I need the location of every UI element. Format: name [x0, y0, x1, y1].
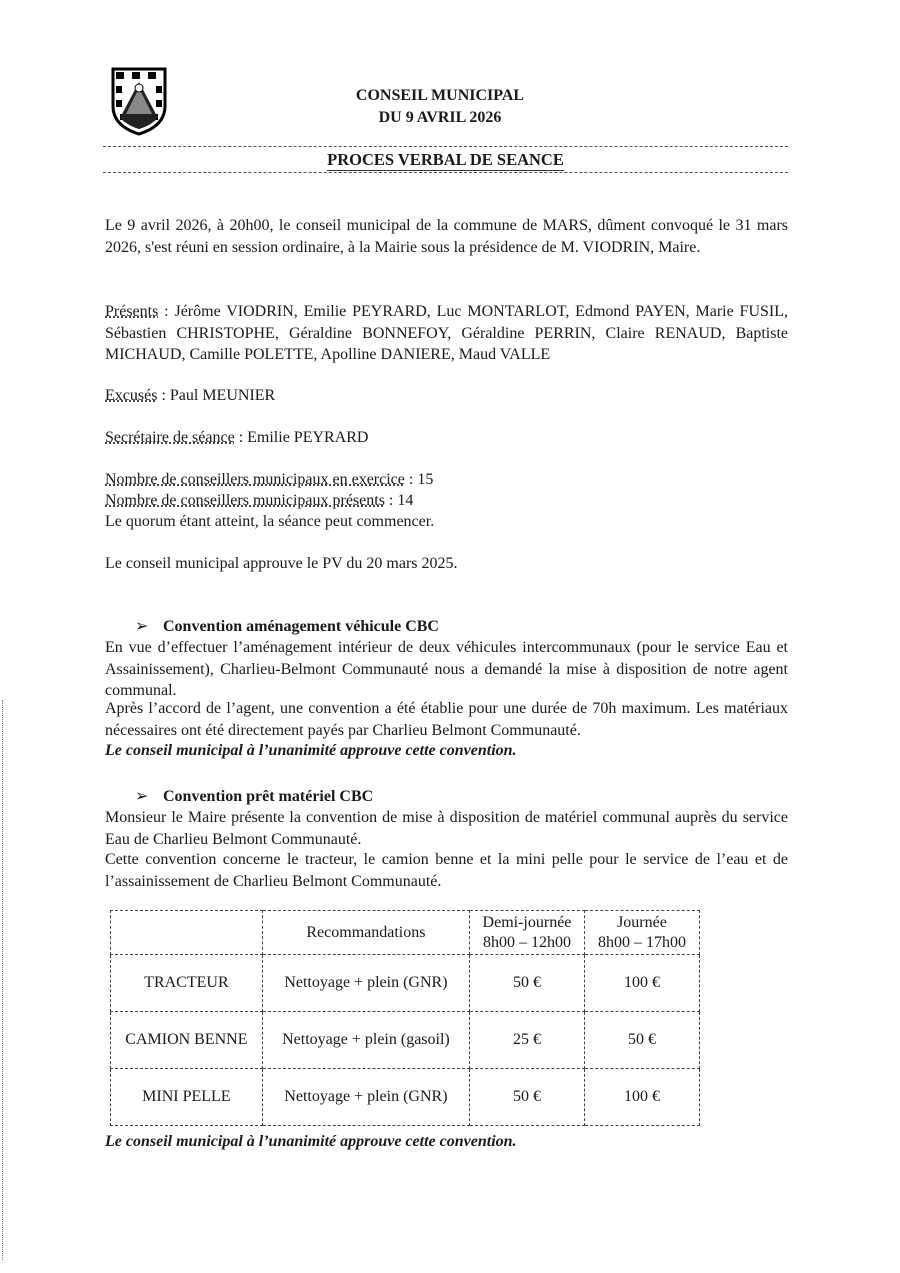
table-header-cell: Recommandations: [262, 911, 469, 955]
secretaire-label: Secrétaire de séance: [105, 429, 235, 446]
excuses-label: Excusés: [105, 387, 158, 404]
document-date: DU 9 AVRIL 2026: [378, 109, 502, 126]
scan-margin-artifact: [2, 700, 3, 1260]
section-title: Convention prêt matériel CBC: [163, 788, 374, 805]
pv-approval-line: Le conseil municipal approuve le PV du 20 mars 2025.: [105, 555, 458, 572]
half-day-price-cell: 50 €: [470, 1069, 585, 1126]
section-body: Après l’accord de l’agent, une convention a été établie pour une durée de 70h maximum. Les matériaux nécessaires ont été directement payés par Charlieu Belmont Communauté.: [105, 700, 788, 739]
table-header-cell: Demi-journée 8h00 – 12h00: [470, 911, 585, 955]
recommendation-cell: Nettoyage + plein (gasoil): [262, 1012, 469, 1069]
presents-count-value: : 14: [384, 492, 414, 509]
coat-of-arms-icon: [110, 66, 168, 136]
table-header-cell: Journée 8h00 – 17h00: [584, 911, 699, 955]
excuses-line: [105, 385, 788, 407]
recommendation-cell: Nettoyage + plein (GNR): [262, 955, 469, 1012]
intro-paragraph: Le 9 avril 2026, à 20h00, le conseil municipal de la commune de MARS, dûment convoqué le 31 mars 2026, s'est réuni en session ordinaire, à la Mairie sous la présidence de M. VIODRIN, Maire.: [105, 217, 788, 256]
full-day-price-cell: 100 €: [584, 1069, 699, 1126]
arrow-bullet-icon: ➢: [135, 788, 149, 805]
equipment-cell: CAMION BENNE: [111, 1012, 263, 1069]
section-body: Monsieur le Maire présente la convention de mise à disposition de matériel communal auprès du service Eau de Charlieu Belmont Communauté.: [105, 809, 788, 848]
presents-list: : Jérôme VIODRIN, Emilie PEYRARD, Luc MONTARLOT, Edmond PAYEN, Marie FUSIL, Sébastien CHRISTOPHE, Géraldine BONNEFOY, Géraldine PERRIN, Claire RENAUD, Baptiste MICHAUD, Camille POLETTE, Apolline DANIERE, Maud VALLE: [105, 303, 788, 363]
equipment-cell: MINI PELLE: [111, 1069, 263, 1126]
section-conclusion: Le conseil municipal à l’unanimité approuve cette convention.: [105, 1133, 517, 1150]
presents-count-label: Nombre de conseillers municipaux présents: [105, 492, 385, 509]
pv-title: PROCES VERBAL DE SEANCE: [327, 150, 564, 169]
document-title: CONSEIL MUNICIPAL: [355, 87, 525, 104]
full-day-price-cell: 50 €: [584, 1012, 699, 1069]
recommendation-cell: Nettoyage + plein (GNR): [262, 1069, 469, 1126]
divider-top: [103, 146, 788, 147]
section-conclusion: Le conseil municipal à l’unanimité approuve cette convention.: [105, 742, 517, 759]
arrow-bullet-icon: ➢: [135, 618, 149, 635]
divider-bottom: [103, 172, 788, 173]
equipment-rates-table: [110, 910, 700, 1126]
section-heading: [105, 786, 788, 808]
excuses-value: : Paul MEUNIER: [157, 387, 276, 404]
presents-paragraph: [105, 301, 788, 366]
secretaire-line: [105, 427, 788, 449]
table-row: [111, 1012, 700, 1069]
table-row: [111, 1069, 700, 1126]
secretaire-value: : Emilie PEYRARD: [234, 429, 369, 446]
section-title: Convention aménagement véhicule CBC: [163, 618, 439, 635]
table-row: [111, 955, 700, 1012]
half-day-price-cell: 25 €: [470, 1012, 585, 1069]
quorum-line: Le quorum étant atteint, la séance peut commencer.: [105, 513, 435, 530]
exercice-line: [105, 469, 788, 491]
equipment-cell: TRACTEUR: [111, 955, 263, 1012]
exercice-value: : 15: [404, 471, 434, 488]
table-header-cell: [111, 911, 263, 955]
presents-label: Présents: [105, 303, 159, 320]
table-header-row: [111, 911, 700, 955]
section-heading: [105, 616, 788, 638]
presents-count-line: [105, 490, 788, 512]
half-day-price-cell: 50 €: [470, 955, 585, 1012]
full-day-price-cell: 100 €: [584, 955, 699, 1012]
exercice-label: Nombre de conseillers municipaux en exercice: [105, 471, 405, 488]
section-body: En vue d’effectuer l’aménagement intérieur de deux véhicules intercommunaux (pour le service Eau et Assainissement), Charlieu-Belmont Communauté nous a demandé la mise à disposition de notre agent communal.: [105, 639, 788, 699]
section-body: Cette convention concerne le tracteur, le camion benne et la mini pelle pour le service de l’eau et de l’assainissement de Charlieu Belmont Communauté.: [105, 851, 788, 890]
